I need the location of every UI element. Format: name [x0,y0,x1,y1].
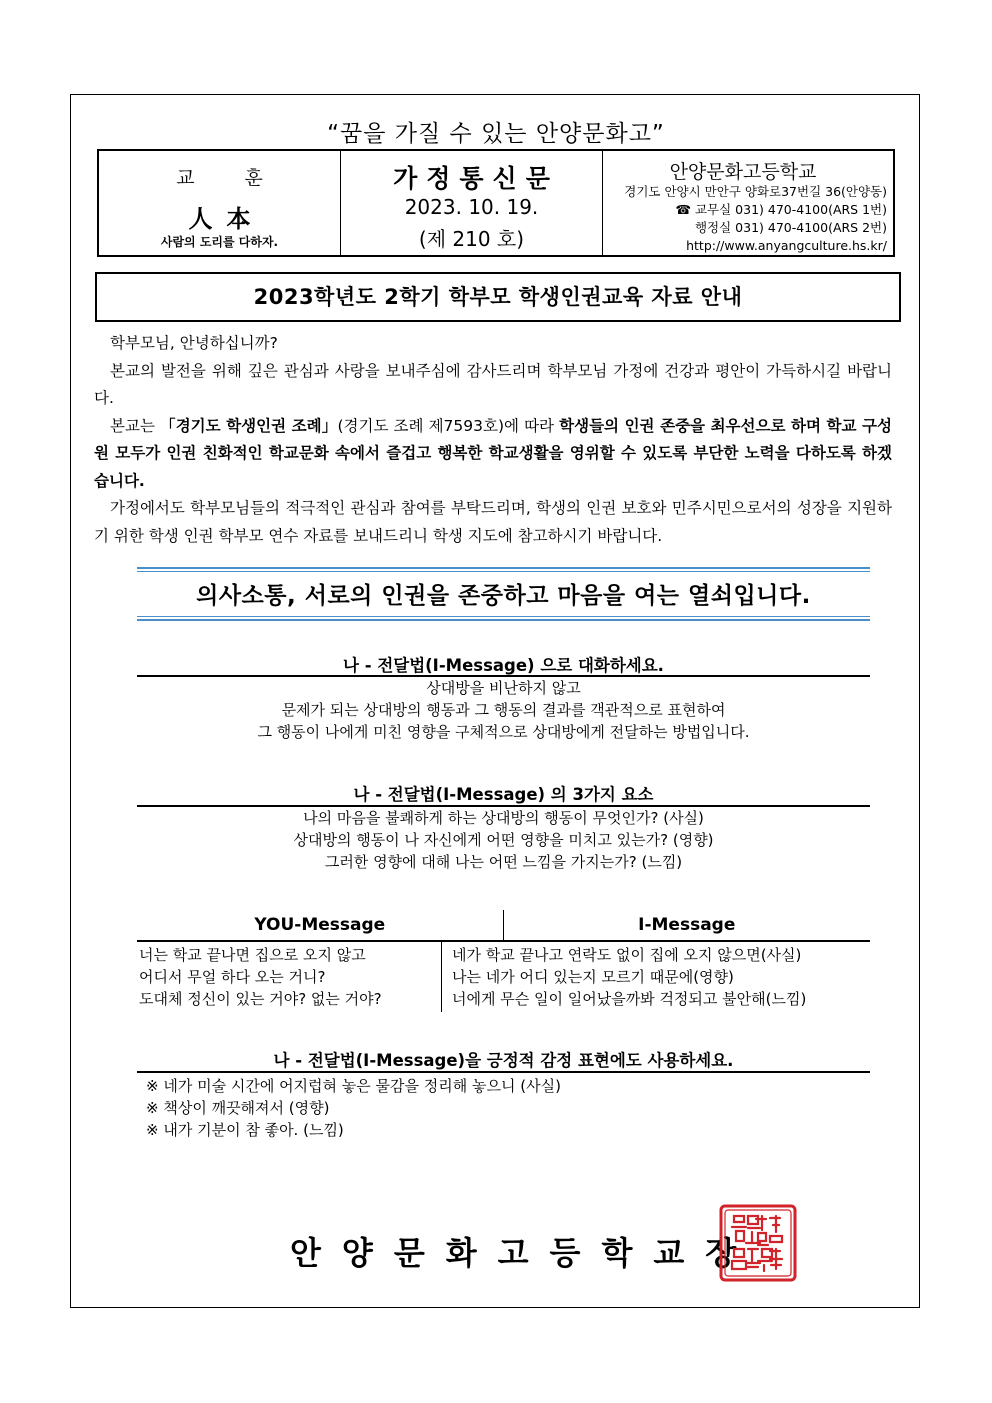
school-contact [624,183,887,255]
section-3-heading: 나 - 전달법(I-Message)을 긍정적 감정 표현에도 사용하세요. [273,1051,734,1070]
i-message-column [442,942,870,1012]
section-2-line: 그러한 영향에 대해 나는 어떤 느낌을 가지는가? (느낌) [324,853,683,871]
paragraph-2 [94,413,892,496]
creed-main: 人本 [188,204,265,233]
you-message-line: 도대체 정신이 있는 거야? 없는 거야? [139,990,382,1008]
paragraph-2-intro: 본교는 [110,416,161,435]
paragraph-1: 본교의 발전을 위해 깊은 관심과 사랑을 보내주심에 감사드리며 학부모님 가정에 건강과 평안이 가득하시길 바랍니다. [94,361,892,407]
newsletter-title: 가정통신문 [393,164,559,193]
you-message-column [137,942,442,1012]
newsletter-info-cell [340,151,602,255]
section-1-line: 상대방을 비난하지 않고 [426,679,581,697]
school-website[interactable]: http://www.anyangculture.hs.kr/ [686,238,887,253]
section-1-line: 그 행동이 나에게 미친 영향을 구체적으로 상대방에게 전달하는 방법입니다. [257,723,750,741]
section-3-text [146,1075,561,1141]
comparison-header [137,910,870,940]
i-message-line: 나는 네가 어디 있는지 모르기 때문에(영향) [452,968,734,986]
banner-bottom-line [137,619,870,621]
comparison-body [137,942,870,1012]
section-3-line: ※ 내가 기분이 참 좋아. (느낌) [146,1121,344,1139]
ordinance-number: (경기도 조례 제7593호)에 따라 [337,416,560,435]
school-contact-cell [602,151,893,255]
section-2-line: 나의 마음을 불쾌하게 하는 상대방의 행동이 무엇인가? (사실) [303,809,704,827]
banner-top-line-thin [137,571,870,572]
section-2-heading: 나 - 전달법(I-Message) 의 3가지 요소 [353,785,654,804]
document-title: 2023학년도 2학기 학부모 학생인권교육 자료 안내 [95,272,901,322]
creed-label: 교 훈 [176,167,285,189]
section-1-heading: 나 - 전달법(I-Message) 으로 대화하세요. [343,656,664,675]
you-message-line: 어디서 무얼 하다 오는 거니? [139,968,326,986]
banner-bottom-line-thin [137,616,870,617]
phone-admin: 행정실 031) 470-4100(ARS 2번) [694,220,887,235]
school-creed-cell [99,151,340,255]
newsletter-issue: (제 210 호) [418,227,525,251]
phone-office: ☎ 교무실 031) 470-4100(ARS 1번) [675,202,887,217]
newsletter-header [97,149,895,257]
section-1-line: 문제가 되는 상대방의 행동과 그 행동의 결과를 객관적으로 표현하여 [281,701,726,719]
school-motto: “꿈을 가질 수 있는 안양문화고” [327,121,665,147]
section-2-line: 상대방의 행동이 나 자신에게 어떤 영향을 미치고 있는가? (영향) [293,831,714,849]
i-message-line: 네가 학교 끝나고 연락도 없이 집에 오지 않으면(사실) [452,946,802,964]
you-message-header: YOU-Message [137,910,504,940]
school-address: 경기도 안양시 만안구 양화로37번길 36(안양동) [624,184,887,199]
official-seal-icon [718,1203,798,1283]
school-commitment: 학생들의 인권 존중을 최우선으로 하며 학교 구성원 모두가 인권 친화적인 학교문화 속에서 즐겁고 행복한 학교생활을 영위할 수 있도록 부단한 노력을 다하도록 하겠습니다. [94,416,892,490]
section-3-line: ※ 네가 미술 시간에 어지럽혀 놓은 물감을 정리해 놓으니 (사실) [146,1077,561,1095]
i-message-line: 너에게 무슨 일이 일어났을까봐 걱정되고 불안해(느낌) [452,990,807,1008]
banner-text: 의사소통, 서로의 인권을 존중하고 마음을 여는 열쇠입니다. [196,583,811,609]
banner-top-line [137,567,870,569]
school-name: 안양문화고등학교 [669,161,817,183]
section-2-text [137,807,870,873]
principal-signature: 안양문화고등학교장 [290,1234,758,1272]
section-1-text [137,677,870,743]
section-3-line: ※ 책상이 깨끗해져서 (영향) [146,1099,330,1117]
ordinance-name: 「경기도 학생인권 조례」 [160,416,338,435]
body-text [94,330,892,550]
i-message-header: I-Message [638,915,736,935]
section-3-rule [137,1071,870,1073]
newsletter-date: 2023. 10. 19. [404,195,539,219]
message-comparison [137,910,870,1012]
you-message-line: 너는 학교 끝나면 집으로 오지 않고 [139,946,366,964]
creed-subtitle: 사람의 도리를 다하자. [160,235,279,249]
greeting: 학부모님, 안녕하십니까? [110,334,278,352]
paragraph-3: 가정에서도 학부모님들의 적극적인 관심과 참여를 부탁드리며, 학생의 인권 보호와 민주시민으로서의 성장을 지원하기 위한 학생 인권 학부모 연수 자료를 보내드리니 학생 지도에 참고하시기 바랍니다. [94,499,892,545]
banner [137,567,870,620]
